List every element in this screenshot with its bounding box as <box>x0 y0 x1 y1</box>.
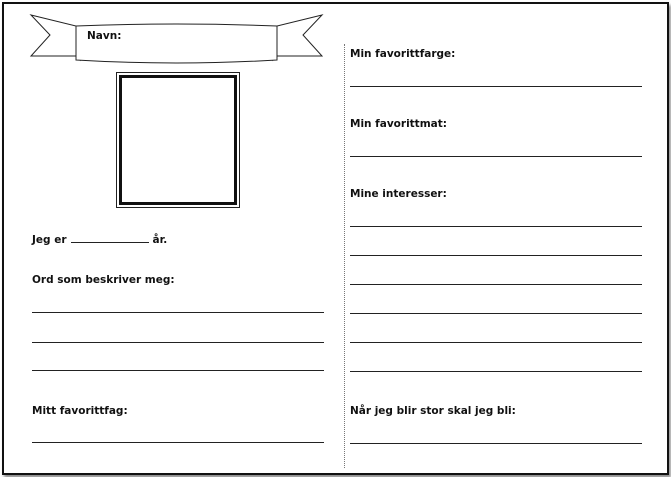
describe-line[interactable] <box>32 370 324 371</box>
photo-frame <box>116 72 240 208</box>
food-label: Min favorittmat: <box>350 118 447 130</box>
interests-line[interactable] <box>350 313 642 314</box>
food-line[interactable] <box>350 156 642 157</box>
age-suffix: år. <box>152 234 168 246</box>
subject-label: Mitt favorittfag: <box>32 405 128 417</box>
interests-line[interactable] <box>350 371 642 372</box>
describe-line[interactable] <box>32 312 324 313</box>
interests-line[interactable] <box>350 255 642 256</box>
color-line[interactable] <box>350 86 642 87</box>
color-label: Min favorittfarge: <box>350 48 456 60</box>
future-label: Når jeg blir stor skal jeg bli: <box>350 405 516 417</box>
subject-line[interactable] <box>32 442 324 443</box>
describe-label: Ord som beskriver meg: <box>32 274 175 286</box>
name-banner <box>4 4 334 74</box>
describe-line[interactable] <box>32 342 324 343</box>
interests-label: Mine interesser: <box>350 188 447 200</box>
age-blank[interactable] <box>71 233 149 243</box>
future-line[interactable] <box>350 443 642 444</box>
name-label: Navn: <box>87 30 122 42</box>
age-prefix: Jeg er <box>32 234 67 246</box>
interests-line[interactable] <box>350 226 642 227</box>
center-divider <box>344 44 345 468</box>
worksheet-page <box>2 2 669 475</box>
age-line <box>32 233 167 246</box>
interests-line[interactable] <box>350 284 642 285</box>
interests-line[interactable] <box>350 342 642 343</box>
